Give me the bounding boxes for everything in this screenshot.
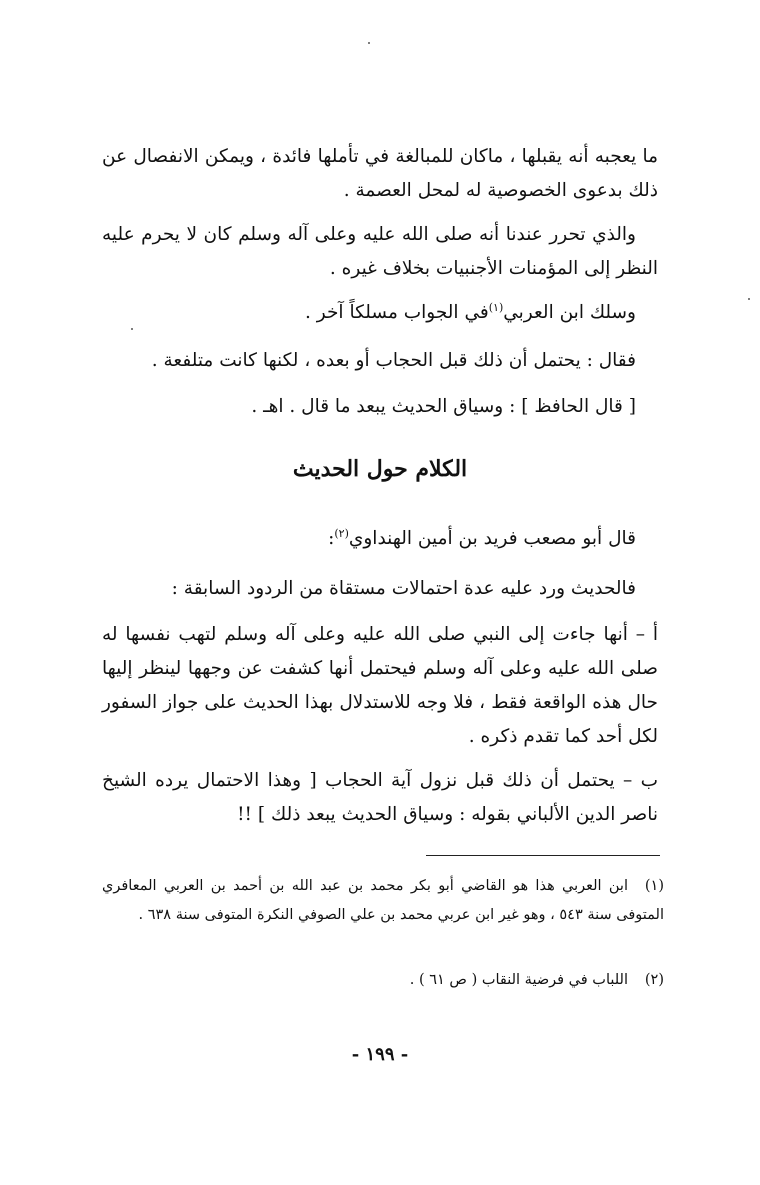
paragraph-6-text-end: : <box>328 528 335 549</box>
footnote-2 <box>102 966 664 995</box>
footnote-separator <box>426 855 660 856</box>
section-heading: الكلام حول الحديث <box>292 456 468 482</box>
paragraph-3-text-start: وسلك ابن العربي <box>503 302 636 323</box>
scan-speck <box>368 42 370 44</box>
paragraph-6 <box>102 522 636 556</box>
footnote-1-number: (١) <box>644 878 664 894</box>
paragraph-2: والذي تحرر عندنا أنه صلى الله عليه وعلى آله وسلم كان لا يحرم عليه النظر إلى المؤمنات الأجنبيات بخلاف غيره . <box>102 224 658 279</box>
paragraph-6-text-start: قال أبو مصعب فريد بن أمين الهنداوي <box>348 528 636 549</box>
paragraph-1: ما يعجبه أنه يقبلها ، ماكان للمبالغة في تأملها فائدة ، ويمكن الانفصال عن ذلك بدعوى الخصوصية له لمحل العصمة . <box>102 146 658 201</box>
paragraph-5: [ قال الحافظ ] : وسياق الحديث يبعد ما قال . اهـ . <box>251 396 636 417</box>
paragraph-3-text-end: في الجواب مسلكاً آخر . <box>305 302 489 323</box>
footnote-1 <box>102 872 664 930</box>
page-number: - ١٩٩ - <box>351 1044 409 1065</box>
footnote-ref-1: (١) <box>488 300 504 314</box>
list-item-b: ب – يحتمل أن ذلك قبل نزول آية الحجاب [ وهذا الاحتمال يرده الشيخ ناصر الدين الألباني بقوله : وسياق الحديث يبعد ذلك ] !! <box>102 770 658 825</box>
paragraph-4: فقال : يحتمل أن ذلك قبل الحجاب أو بعده ، لكنها كانت متلفعة . <box>151 350 636 371</box>
scan-speck <box>131 328 133 330</box>
paragraph-3 <box>102 296 636 330</box>
footnote-2-text: اللباب في فرضية النقاب ( ص ٦١ ) . <box>409 972 628 988</box>
list-item-a: أ – أنها جاءت إلى النبي صلى الله عليه وعلى آله وسلم لتهب نفسها له صلى الله عليه وعلى آله وسلم فيحتمل أنها كشفت عن وجهها لينظر إليها حال هذه الواقعة فقط ، فلا وجه للاستدلال بهذا الحديث على جواز السفور لكل أحد كما تقدم ذكره . <box>102 624 658 747</box>
footnote-2-number: (٢) <box>644 972 664 988</box>
footnote-ref-2: (٢) <box>334 526 349 540</box>
scan-speck <box>748 298 750 300</box>
footnote-1-text: ابن العربي هذا هو القاضي أبو بكر محمد بن عبد الله بن أحمد بن العربي المعافري المتوفى سنة ٥٤٣ ، وهو غير ابن عربي محمد بن علي الصوفي النكرة المتوفى سنة ٦٣٨ . <box>102 878 664 923</box>
paragraph-7: فالحديث ورد عليه عدة احتمالات مستقاة من الردود السابقة : <box>171 578 636 599</box>
